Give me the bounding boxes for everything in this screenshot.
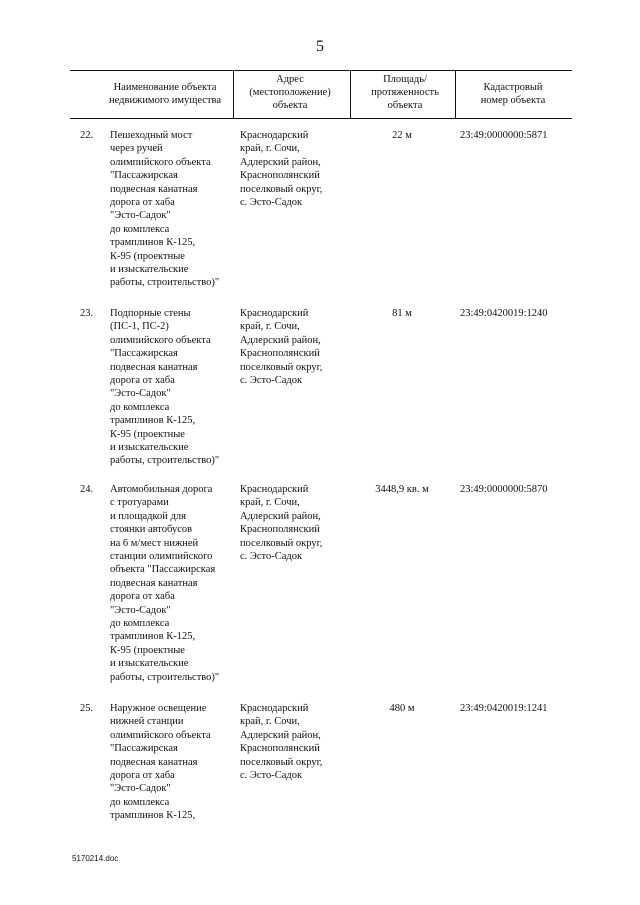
row-number: 24.	[80, 484, 94, 495]
object-area: 3448,9 кв. м	[375, 484, 429, 495]
page-number: 5	[316, 38, 324, 55]
object-name: Пешеходный мост через ручей олимпийского объекта "Пассажирская подвесная канатная дорога от хаба "Эсто-Садок" до комплекса трамплинов К-125, К-95 (проектные и изыскательские работы, строительство)"	[110, 130, 220, 289]
table-header	[70, 70, 572, 119]
header-divider	[350, 71, 351, 118]
cadastral-number: 23:49:0000000:5871	[460, 130, 548, 141]
cadastral-number: 23:49:0420019:1241	[460, 703, 548, 714]
cadastral-number: 23:49:0000000:5870	[460, 484, 548, 495]
header-address: Адрес (местоположение) объекта	[249, 74, 331, 111]
row-number: 22.	[80, 130, 94, 141]
document-filename: 5170214.doc	[72, 854, 119, 863]
cadastral-number: 23:49:0420019:1240	[460, 308, 548, 319]
object-name: Наружное освещение нижней станции олимпийского объекта "Пассажирская подвесная канатная дорога от хаба "Эсто-Садок" до комплекса трамплинов К-125,	[110, 703, 211, 822]
row-number: 23.	[80, 308, 94, 319]
object-name: Автомобильная дорога с тротуарами и площадкой для стоянки автобусов на 6 м/мест нижней станции олимпийского объекта "Пассажирская подвесная канатная дорога от хаба "Эсто-Садок" до комплекса трамплинов К-125, К-95 (проектные и изыскательские работы, строительство)"	[110, 484, 220, 683]
header-cadastral: Кадастровый номер объекта	[480, 82, 546, 106]
row-number: 25.	[80, 703, 94, 714]
object-area: 81 м	[392, 308, 412, 319]
object-area: 480 м	[389, 703, 415, 714]
header-area: Площадь/ протяженность объекта	[371, 74, 439, 111]
object-address: Краснодарский край, г. Сочи, Адлерский район, Краснополянский поселковый округ, с. Эсто-Садок	[240, 308, 323, 387]
object-area: 22 м	[392, 130, 412, 141]
header-name: Наименование объекта недвижимого имущества	[109, 82, 221, 106]
object-address: Краснодарский край, г. Сочи, Адлерский район, Краснополянский поселковый округ, с. Эсто-Садок	[240, 130, 323, 209]
object-name: Подпорные стены (ПС-1, ПС-2) олимпийского объекта "Пассажирская подвесная канатная дорога от хаба "Эсто-Садок" до комплекса трамплинов К-125, К-95 (проектные и изыскательские работы, строительство)"	[110, 308, 220, 467]
object-address: Краснодарский край, г. Сочи, Адлерский район, Краснополянский поселковый округ, с. Эсто-Садок	[240, 703, 323, 782]
header-divider	[455, 71, 456, 118]
object-address: Краснодарский край, г. Сочи, Адлерский район, Краснополянский поселковый округ, с. Эсто-Садок	[240, 484, 323, 563]
